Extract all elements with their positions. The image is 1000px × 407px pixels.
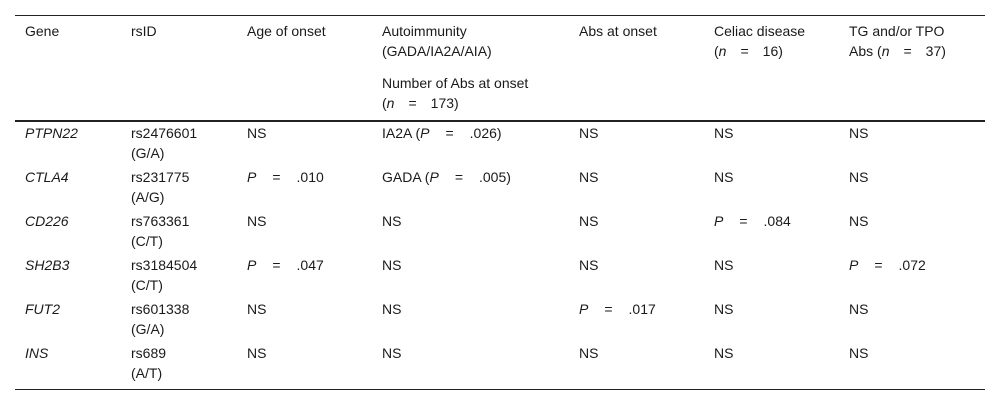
equals: = (408, 95, 417, 111)
p-symbol: P (429, 169, 439, 185)
tg-cell: NS (849, 345, 869, 361)
celiac-cell: NS (714, 301, 734, 317)
ab-label: GADA ( (382, 169, 430, 185)
rsid-cell: rs689 (131, 345, 167, 361)
gene-cell: CTLA4 (25, 169, 69, 185)
header-autoimmunity: Autoimmunity (382, 23, 467, 39)
header-number-of-abs: Number of Abs at onset (382, 75, 529, 91)
rsid-cell: rs3184504 (131, 257, 198, 273)
allele-cell: (A/G) (131, 189, 165, 205)
n-value: 37) (925, 43, 946, 59)
allele-cell: (G/A) (131, 145, 165, 161)
top-rule (15, 15, 985, 16)
paren: ( (714, 43, 719, 59)
paren: ( (382, 95, 387, 111)
p-value: .047 (296, 257, 324, 273)
rsid-cell: rs2476601 (131, 125, 198, 141)
gene-cell: PTPN22 (25, 125, 78, 141)
equals: = (740, 43, 749, 59)
header-gene: Gene (25, 23, 60, 39)
equals: = (272, 169, 281, 185)
abs-cell: NS (579, 257, 599, 273)
n-symbol: n (386, 95, 395, 111)
autoimmunity-cell (382, 167, 511, 187)
p-symbol: P (420, 125, 430, 141)
autoimmunity-cell: NS (382, 345, 402, 361)
autoimmunity-cell: NS (382, 257, 402, 273)
n-symbol: n (881, 43, 890, 59)
gene-cell: FUT2 (25, 301, 60, 317)
header-abs-at-onset: Abs at onset (579, 23, 657, 39)
tg-cell: NS (849, 213, 869, 229)
age-cell: NS (247, 125, 267, 141)
header-celiac: Celiac disease (714, 23, 806, 39)
header-tg-tpo-n (849, 41, 946, 61)
equals: = (445, 125, 454, 141)
celiac-cell: NS (714, 345, 734, 361)
header-age-of-onset: Age of onset (247, 23, 326, 39)
equals: = (874, 257, 883, 273)
autoimmunity-cell (382, 123, 502, 143)
equals: = (903, 43, 912, 59)
abs-cell: NS (579, 213, 599, 229)
allele-cell: (C/T) (131, 233, 163, 249)
p-value: .005) (479, 169, 511, 185)
n-symbol: n (718, 43, 727, 59)
header-tg-tpo: TG and/or TPO (849, 23, 945, 39)
abs-cell: NS (579, 345, 599, 361)
p-value: .026) (469, 125, 502, 141)
tg-cell (849, 255, 926, 275)
p-value: .017 (628, 301, 656, 317)
rsid-cell: rs231775 (131, 169, 190, 185)
abs-cell: NS (579, 125, 599, 141)
equals: = (604, 301, 613, 317)
age-cell (247, 255, 324, 275)
p-symbol: P (849, 257, 859, 273)
age-cell: NS (247, 345, 267, 361)
rsid-cell: rs763361 (131, 213, 190, 229)
header-rule (15, 120, 985, 122)
celiac-cell: NS (714, 169, 734, 185)
ab-label: IA2A ( (382, 125, 421, 141)
equals: = (454, 169, 463, 185)
celiac-cell (714, 211, 791, 231)
gene-cell: INS (25, 345, 49, 361)
n-value: 173) (430, 95, 459, 111)
tg-cell: NS (849, 125, 869, 141)
header-celiac-n (714, 41, 783, 61)
allele-cell: (C/T) (131, 277, 163, 293)
p-value: .072 (898, 257, 926, 273)
celiac-cell: NS (714, 257, 734, 273)
autoimmunity-cell: NS (382, 301, 402, 317)
header-number-of-abs-n (382, 93, 459, 113)
p-symbol: P (579, 301, 589, 317)
header-rsid: rsID (131, 23, 157, 39)
equals: = (739, 213, 748, 229)
p-symbol: P (247, 257, 257, 273)
gene-cell: CD226 (25, 213, 69, 229)
equals: = (272, 257, 281, 273)
age-cell: NS (247, 301, 267, 317)
gene-cell: SH2B3 (25, 257, 70, 273)
abs-label: Abs ( (849, 43, 882, 59)
header-autoimmunity-sub: (GADA/IA2A/AIA) (382, 43, 492, 59)
abs-cell (579, 299, 656, 319)
n-value: 16) (762, 43, 783, 59)
abs-cell: NS (579, 169, 599, 185)
p-value: .084 (763, 213, 791, 229)
p-symbol: P (247, 169, 257, 185)
tg-cell: NS (849, 169, 869, 185)
bottom-rule (15, 389, 985, 390)
tg-cell: NS (849, 301, 869, 317)
allele-cell: (G/A) (131, 321, 165, 337)
p-value: .010 (296, 169, 324, 185)
autoimmunity-cell: NS (382, 213, 402, 229)
celiac-cell: NS (714, 125, 734, 141)
allele-cell: (A/T) (131, 365, 163, 381)
rsid-cell: rs601338 (131, 301, 190, 317)
age-cell: NS (247, 213, 267, 229)
p-symbol: P (714, 213, 724, 229)
age-cell (247, 167, 324, 187)
